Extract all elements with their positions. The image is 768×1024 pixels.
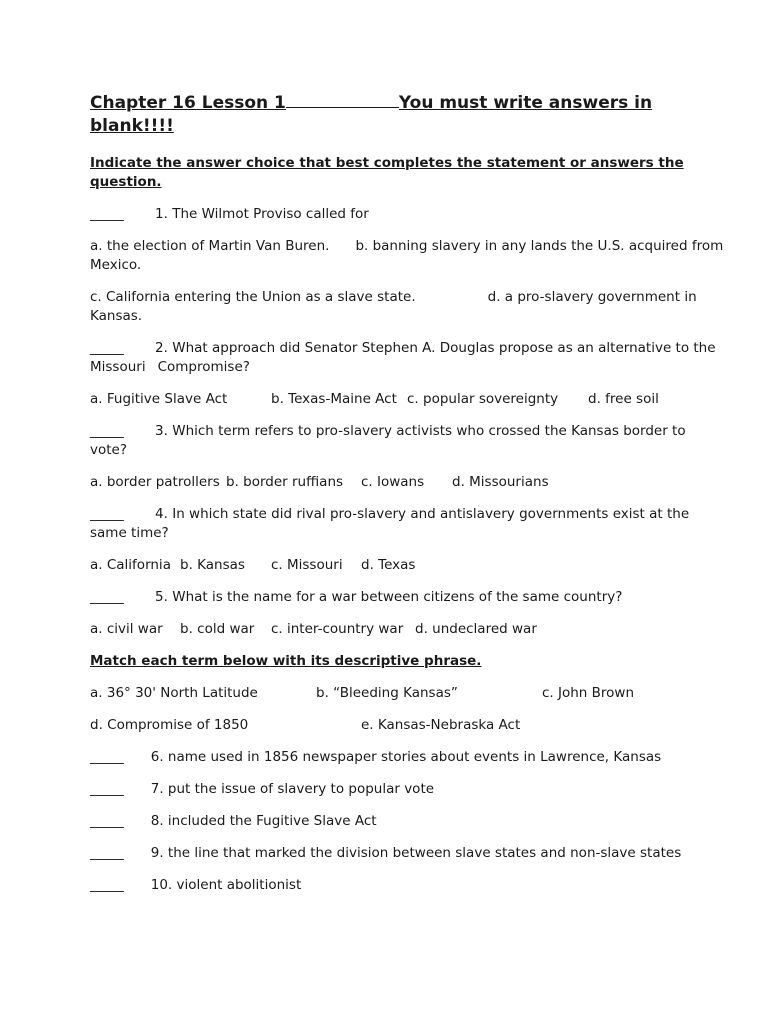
terms-row-2 <box>90 716 726 735</box>
choice-d: d. Texas <box>361 557 416 573</box>
question-1 <box>90 205 726 224</box>
title-instruction-line2: blank!!!! <box>90 116 174 136</box>
question-3-choices <box>90 473 726 492</box>
match-item-6 <box>90 748 726 767</box>
question-text: 3. Which term refers to pro-slavery activists who crossed the Kansas border to vote? <box>90 423 686 458</box>
title-underline-gap <box>286 93 399 108</box>
choice-d: d. Missourians <box>452 474 549 490</box>
choice-b: b. border ruffians <box>226 474 344 490</box>
match-item-10 <box>90 876 726 895</box>
match-item-text: 6. name used in 1856 newspaper stories about events in Lawrence, Kansas <box>150 749 662 765</box>
document-body <box>90 92 726 908</box>
question-text: 4. In which state did rival pro-slavery and antislavery governments exist at the same time? <box>90 506 690 541</box>
question-1-choices-cd <box>90 288 726 326</box>
answer-blank[interactable]: _____ <box>90 749 124 765</box>
question-4 <box>90 505 726 543</box>
answer-blank[interactable]: _____ <box>90 877 124 893</box>
question-4-choices <box>90 556 726 575</box>
question-1-choices-ab <box>90 237 726 275</box>
question-5 <box>90 588 726 607</box>
choice-c: c. Missouri <box>271 557 343 573</box>
choice-d: d. undeclared war <box>415 621 537 637</box>
question-text: 2. What approach did Senator Stephen A. Douglas propose as an alternative to the Missouri <box>90 340 716 375</box>
match-item-8 <box>90 812 726 831</box>
choice-d: d. free soil <box>588 391 659 407</box>
title-chapter: Chapter 16 Lesson 1 <box>90 93 286 113</box>
answer-blank[interactable]: _____ <box>90 845 124 861</box>
choice-a: a. Fugitive Slave Act <box>90 391 228 407</box>
terms-row-1 <box>90 684 726 703</box>
term-d: d. Compromise of 1850 <box>90 717 249 733</box>
match-item-text: 10. violent abolitionist <box>150 877 302 893</box>
match-item-9 <box>90 844 726 863</box>
term-a: a. 36° 30' North Latitude <box>90 685 258 701</box>
question-5-choices <box>90 620 726 639</box>
matching-instructions: Match each term below with its descriptive phrase. <box>90 653 482 669</box>
choice-a: a. civil war <box>90 621 163 637</box>
answer-blank[interactable]: _____ <box>90 340 124 356</box>
choice-a: a. the election of Martin Van Buren. <box>90 238 330 254</box>
match-item-text: 8. included the Fugitive Slave Act <box>150 813 377 829</box>
answer-blank[interactable]: _____ <box>90 589 124 605</box>
answer-blank[interactable]: _____ <box>90 506 124 522</box>
choice-b: b. banning slavery in any lands the U.S. acquired from Mexico. <box>90 238 724 273</box>
answer-blank[interactable]: _____ <box>90 813 124 829</box>
choice-b: b. Texas-Maine Act <box>271 391 397 407</box>
term-e: e. Kansas-Nebraska Act <box>361 717 521 733</box>
match-item-text: 9. the line that marked the division between slave states and non-slave states <box>150 845 682 861</box>
choice-b: b. Kansas <box>180 557 245 573</box>
match-item-7 <box>90 780 726 799</box>
choice-c: c. popular sovereignty <box>407 391 559 407</box>
page-title <box>90 92 726 138</box>
answer-blank[interactable]: _____ <box>90 206 124 222</box>
choice-c: c. California entering the Union as a slave state. <box>90 289 416 305</box>
match-item-text: 7. put the issue of slavery to popular vote <box>150 781 435 797</box>
choice-a: a. California <box>90 557 171 573</box>
choice-c: c. inter-country war <box>271 621 404 637</box>
title-instruction: You must write answers in <box>398 93 653 113</box>
question-text-tail: Compromise? <box>157 359 250 375</box>
question-text: 1. The Wilmot Proviso called for <box>155 206 369 222</box>
term-b: b. “Bleeding Kansas” <box>316 685 458 701</box>
choice-d: d. a pro-slavery government in Kansas. <box>90 289 697 324</box>
question-2 <box>90 339 726 377</box>
question-text: 5. What is the name for a war between citizens of the same country? <box>155 589 623 605</box>
choice-a: a. border patrollers <box>90 474 220 490</box>
answer-blank[interactable]: _____ <box>90 423 124 439</box>
choice-c: c. Iowans <box>361 474 425 490</box>
question-2-choices <box>90 390 726 409</box>
answer-blank[interactable]: _____ <box>90 781 124 797</box>
question-3 <box>90 422 726 460</box>
term-c: c. John Brown <box>542 685 635 701</box>
section-instructions: Indicate the answer choice that best completes the statement or answers the question. <box>90 155 684 190</box>
choice-b: b. cold war <box>180 621 255 637</box>
